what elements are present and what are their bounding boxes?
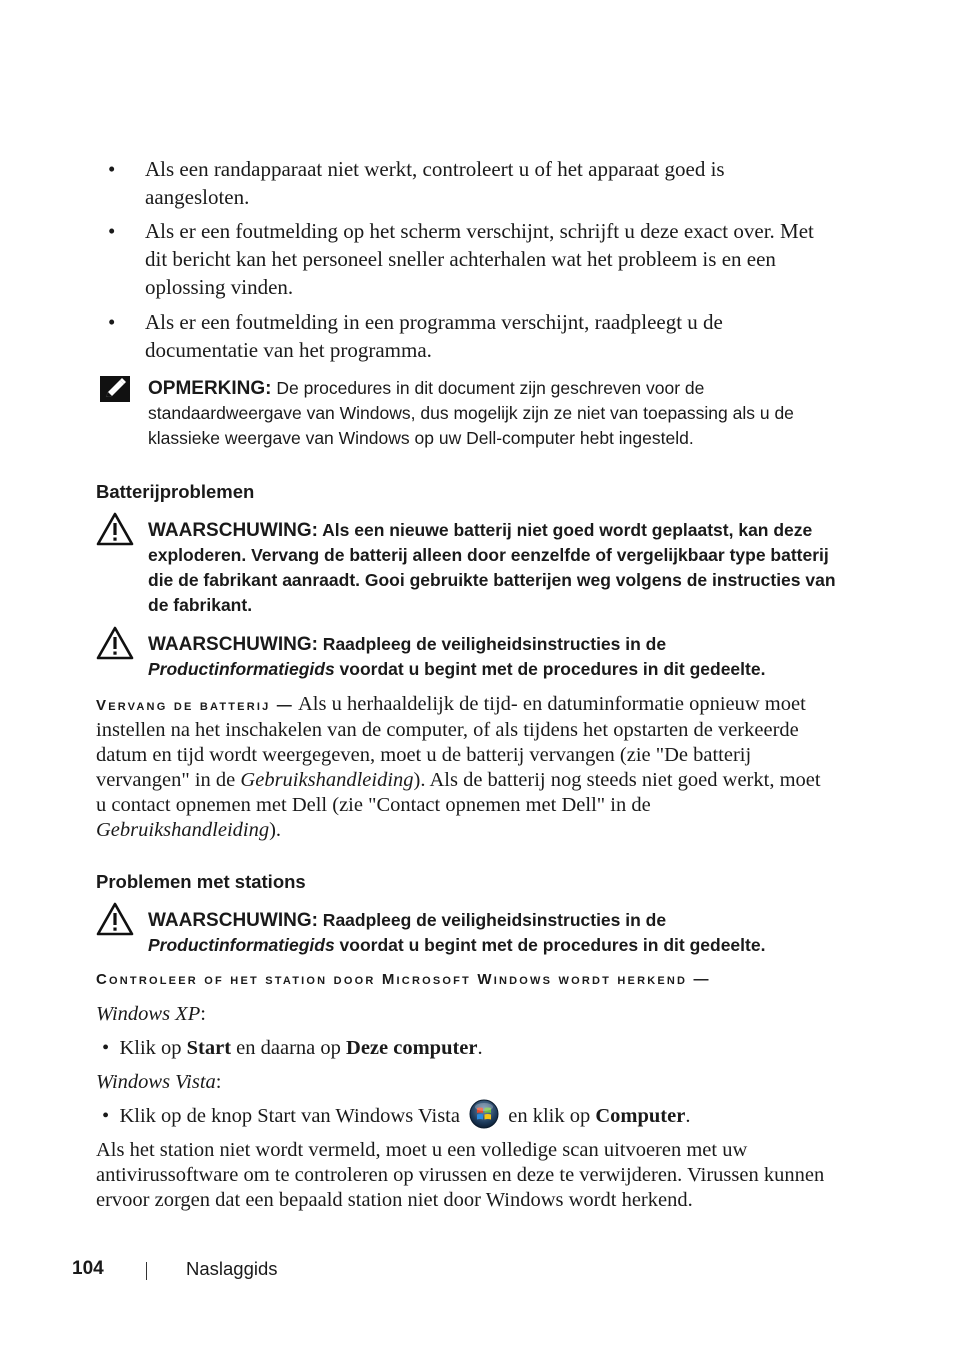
bullet-glyph: • (102, 1037, 110, 1059)
bullet-glyph: • (108, 310, 116, 334)
bullet-glyph: • (102, 1105, 110, 1127)
warning-text: Raadpleeg de veiligheidsinstructies in de (317, 910, 667, 930)
warning-block (148, 908, 838, 958)
battery-paragraph (96, 692, 826, 843)
step-text: Klik op de knop Start van Windows Vista (119, 1105, 460, 1127)
note-block (148, 376, 838, 451)
section-heading-drives: Problemen met stations (96, 871, 306, 892)
section-heading-battery: Batterijproblemen (96, 481, 255, 502)
doc-reference: Gebruikshandleiding (96, 819, 270, 841)
warning-label: WAARSCHUWING: (148, 910, 318, 931)
os-name: Windows XP (96, 1003, 201, 1025)
bullet-text: Als een randapparaat niet werkt, controleert u of het apparaat goed is aangesloten. (145, 157, 725, 209)
page-number: 104 (72, 1258, 104, 1279)
ui-term: Computer (595, 1105, 686, 1127)
ui-term: Start (186, 1037, 232, 1059)
colon: : (215, 1071, 222, 1093)
step-text: en daarna op (231, 1037, 347, 1059)
warning-doc-title: Productinformatiegids (148, 659, 335, 679)
step-text: en klik op (508, 1105, 596, 1127)
warning-triangle-icon (96, 626, 134, 660)
bullet-glyph: • (108, 157, 116, 181)
warning-text: Als een nieuwe batterij niet goed wordt geplaatst, kan deze exploderen. Vervang de batterij alleen door eenzelfde of vergelijkbaar type batterij die de fabrikant aanraadt. Gooi gebruikte batterijen weg volgens de instructies van de fabrikant. (148, 520, 836, 615)
step-text: . (685, 1105, 691, 1127)
bullet-text: Als er een foutmelding in een programma verschijnt, raadpleegt u de documentatie van het programma. (145, 310, 723, 362)
warning-text: Raadpleeg de veiligheidsinstructies in de (317, 634, 667, 654)
list-item (102, 1036, 483, 1061)
os-label-vista (96, 1070, 222, 1095)
ui-term: Deze computer (346, 1037, 478, 1059)
step-text: . (477, 1037, 483, 1059)
runin-heading: Vervang de batterij — (96, 697, 294, 714)
doc-reference: Gebruikshandleiding (240, 769, 414, 791)
step-text: Klik op (119, 1037, 187, 1059)
bullet-text: Als er een foutmelding op het scherm verschijnt, schrijft u deze exact over. Met dit bericht kan het personeel sneller achterhalen wat het probleem is en een oplossing vinden. (145, 219, 814, 299)
warning-text-end: voordat u begint met de procedures in dit gedeelte. (334, 935, 766, 955)
note-label: OPMERKING: (148, 378, 272, 399)
bullet-glyph: • (108, 219, 116, 243)
warning-triangle-icon (96, 512, 134, 546)
paragraph-text: ). Als de batterij nog steeds niet goed werkt, moet u contact opnemen met Dell (zie "Contact opnemen met Dell" in de (96, 769, 821, 816)
runin-heading: Controleer of het station door Microsoft Windows wordt herkend — (96, 971, 711, 988)
warning-doc-title: Productinformatiegids (148, 935, 335, 955)
footer-divider (146, 1262, 147, 1280)
os-name: Windows Vista (96, 1071, 216, 1093)
paragraph-text: ). (269, 819, 282, 841)
list-item (102, 1104, 690, 1129)
note-pencil-icon (100, 376, 130, 402)
footer-title: Naslaggids (186, 1258, 278, 1279)
warning-block (148, 518, 838, 618)
paragraph-text: Als u herhaaldelijk de tijd- en datuminformatie opnieuw moet instellen na het inschakelen van de computer, of als tijdens het opstarten de verkeerde datum en tijd wordt weergegeven, moet u de batterij vervangen (zie "De batterij vervangen" in de (96, 693, 806, 791)
note-text: De procedures in dit document zijn geschreven voor de standaardweergave van Windows, dus mogelijk zijn ze niet van toepassing als u de klassieke weergave van Windows op uw Dell-computer hebt ingesteld. (148, 378, 794, 448)
os-label-xp (96, 1002, 206, 1027)
warning-text-end: voordat u begint met de procedures in dit gedeelte. (334, 659, 766, 679)
warning-label: WAARSCHUWING: (148, 520, 318, 541)
warning-label: WAARSCHUWING: (148, 634, 318, 655)
colon: : (200, 1003, 206, 1025)
warning-triangle-icon (96, 902, 134, 936)
warning-block (148, 632, 838, 682)
windows-vista-start-icon (469, 1099, 499, 1129)
closing-paragraph: Als het station niet wordt vermeld, moet u een volledige scan uitvoeren met uw antivirussoftware om te controleren op virussen en deze te verwijderen. Virussen kunnen ervoor zorgen dat een bepaald station niet door Windows wordt herkend. (96, 1139, 825, 1211)
